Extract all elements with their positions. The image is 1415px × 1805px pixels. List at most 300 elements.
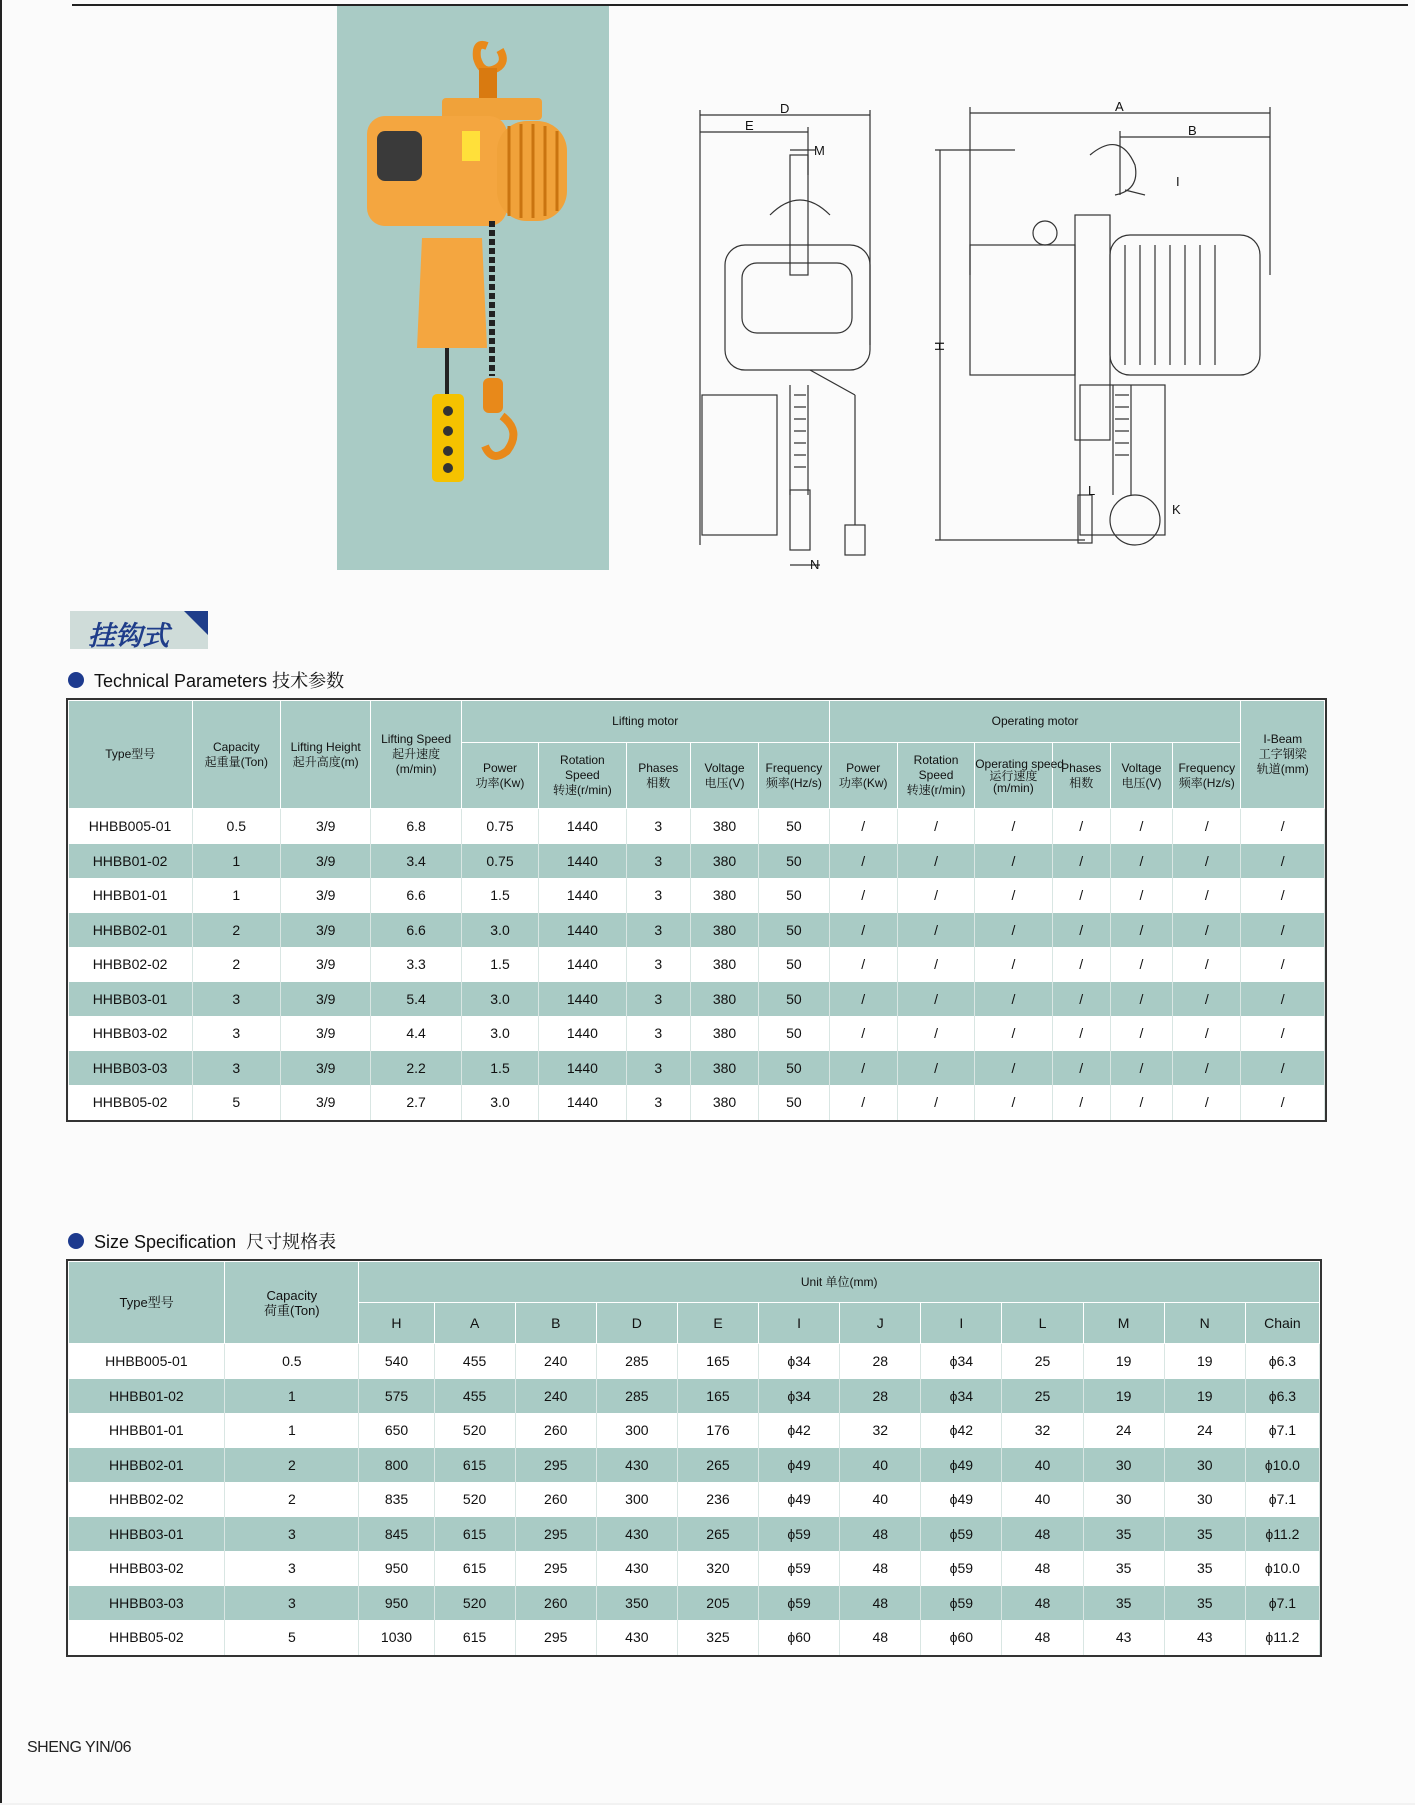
table-cell: / — [1241, 878, 1325, 913]
table-cell: 35 — [1083, 1586, 1164, 1621]
table-cell: / — [1173, 1051, 1241, 1086]
table-cell: / — [1173, 1085, 1241, 1120]
tech-heading-text: Technical Parameters 技术参数 — [94, 671, 345, 691]
table-cell: 3/9 — [280, 1051, 370, 1086]
table-cell: / — [829, 844, 897, 879]
table-cell: 165 — [677, 1344, 758, 1379]
model-cell: HHBB05-02 — [69, 1620, 225, 1655]
table-cell: 380 — [690, 809, 758, 844]
table-cell: 35 — [1164, 1517, 1245, 1552]
table-cell: 520 — [434, 1413, 515, 1448]
table-cell: / — [1241, 913, 1325, 948]
table-cell: 1440 — [539, 1016, 626, 1051]
table-row — [69, 1016, 1325, 1051]
table-cell: 3/9 — [280, 982, 370, 1017]
table-cell: 5.4 — [371, 982, 461, 1017]
table-cell: 240 — [515, 1379, 596, 1414]
front-view-diagram — [690, 95, 900, 575]
table-row — [69, 1051, 1325, 1086]
table-cell: 950 — [359, 1586, 434, 1621]
table-cell: 50 — [759, 913, 829, 948]
col-capacity: Capacity 起重量(Ton) — [192, 701, 280, 809]
table-cell: / — [975, 982, 1052, 1017]
size-col-header: I — [759, 1303, 840, 1344]
size-col-header: N — [1164, 1303, 1245, 1344]
table-cell: 380 — [690, 1085, 758, 1120]
bullet-icon — [68, 672, 84, 688]
table-row — [69, 1448, 1320, 1483]
table-cell: 3 — [626, 878, 690, 913]
size-col-header: I — [921, 1303, 1002, 1344]
table-cell: 35 — [1083, 1517, 1164, 1552]
col-lm-voltage: Voltage 电压(V) — [690, 743, 758, 809]
table-cell: / — [1241, 809, 1325, 844]
table-cell: ϕ49 — [921, 1482, 1002, 1517]
size-col-header: M — [1083, 1303, 1164, 1344]
table-row — [69, 1517, 1320, 1552]
table-cell: ϕ10.0 — [1245, 1551, 1319, 1586]
table-cell: / — [1241, 1085, 1325, 1120]
table-row — [69, 1379, 1320, 1414]
table-cell: 3 — [225, 1517, 359, 1552]
table-cell: 3/9 — [280, 913, 370, 948]
table-cell: 430 — [596, 1551, 677, 1586]
table-cell: / — [897, 1016, 974, 1051]
table-cell: 0.5 — [192, 809, 280, 844]
table-cell: 1 — [225, 1413, 359, 1448]
table-cell: ϕ7.1 — [1245, 1482, 1319, 1517]
table-cell: 380 — [690, 1016, 758, 1051]
col-lifting-height: Lifting Height 起升高度(m) — [280, 701, 370, 809]
table-row — [69, 947, 1325, 982]
table-cell: / — [1052, 1085, 1110, 1120]
table-cell: / — [1052, 1016, 1110, 1051]
col-om-power: Power 功率(Kw) — [829, 743, 897, 809]
table-cell: 575 — [359, 1379, 434, 1414]
table-cell: 3 — [192, 982, 280, 1017]
dim-label-i: I — [1176, 174, 1180, 189]
table-cell: / — [829, 947, 897, 982]
table-cell: 615 — [434, 1551, 515, 1586]
table-cell: 430 — [596, 1448, 677, 1483]
table-cell: 520 — [434, 1482, 515, 1517]
dim-label-n: N — [810, 557, 820, 572]
table-cell: 3.0 — [461, 913, 538, 948]
table-cell: ϕ59 — [921, 1517, 1002, 1552]
table-cell: 380 — [690, 947, 758, 982]
table-row — [69, 913, 1325, 948]
group-operating-motor: Operating motor — [829, 701, 1241, 743]
dim-label-a: A — [1115, 99, 1124, 114]
size-specification-body — [69, 1344, 1320, 1655]
model-cell: HHBB03-02 — [69, 1551, 225, 1586]
table-cell: 25 — [1002, 1379, 1083, 1414]
table-cell: 2.7 — [371, 1085, 461, 1120]
table-cell: / — [975, 913, 1052, 948]
table-cell: / — [829, 913, 897, 948]
table-cell: / — [1110, 1085, 1172, 1120]
table-cell: / — [1110, 844, 1172, 879]
table-cell: 30 — [1083, 1448, 1164, 1483]
table-cell: 3/9 — [280, 809, 370, 844]
table-cell: 48 — [840, 1586, 921, 1621]
model-cell: HHBB02-02 — [69, 947, 193, 982]
model-cell: HHBB01-02 — [69, 1379, 225, 1414]
table-cell: 430 — [596, 1620, 677, 1655]
table-row — [69, 1551, 1320, 1586]
table-cell: 835 — [359, 1482, 434, 1517]
table-cell: 3.3 — [371, 947, 461, 982]
table-cell: ϕ42 — [921, 1413, 1002, 1448]
table-cell: 540 — [359, 1344, 434, 1379]
table-cell: 3.0 — [461, 1085, 538, 1120]
col-type: Type型号 — [69, 701, 193, 809]
table-cell: 176 — [677, 1413, 758, 1448]
table-cell: / — [975, 1085, 1052, 1120]
table-cell: 6.6 — [371, 878, 461, 913]
table-cell: ϕ34 — [759, 1344, 840, 1379]
table-cell: 0.75 — [461, 844, 538, 879]
table-cell: 3 — [626, 982, 690, 1017]
table-cell: / — [1052, 982, 1110, 1017]
table-cell: 320 — [677, 1551, 758, 1586]
table-cell: 25 — [1002, 1344, 1083, 1379]
model-cell: HHBB03-02 — [69, 1016, 193, 1051]
table-cell: 295 — [515, 1551, 596, 1586]
table-cell: ϕ59 — [759, 1517, 840, 1552]
table-cell: ϕ6.3 — [1245, 1379, 1319, 1414]
table-cell: 265 — [677, 1517, 758, 1552]
table-cell: 1440 — [539, 1051, 626, 1086]
table-cell: 50 — [759, 982, 829, 1017]
table-row — [69, 809, 1325, 844]
table-cell: 265 — [677, 1448, 758, 1483]
table-cell: 48 — [1002, 1551, 1083, 1586]
table-cell: 1440 — [539, 844, 626, 879]
model-cell: HHBB02-02 — [69, 1482, 225, 1517]
col-om-voltage: Voltage 电压(V) — [1110, 743, 1172, 809]
table-cell: 1440 — [539, 1085, 626, 1120]
table-cell: 845 — [359, 1517, 434, 1552]
table-cell: 380 — [690, 1051, 758, 1086]
table-cell: / — [897, 913, 974, 948]
table-cell: 19 — [1083, 1379, 1164, 1414]
table-cell: 19 — [1083, 1344, 1164, 1379]
table-cell: 6.8 — [371, 809, 461, 844]
table-cell: 50 — [759, 1051, 829, 1086]
table-cell: 24 — [1083, 1413, 1164, 1448]
size-col-header: D — [596, 1303, 677, 1344]
model-cell: HHBB03-01 — [69, 1517, 225, 1552]
table-cell: 50 — [759, 809, 829, 844]
table-cell: 0.5 — [225, 1344, 359, 1379]
table-cell: 615 — [434, 1448, 515, 1483]
table-cell: ϕ34 — [759, 1379, 840, 1414]
table-cell: 3 — [626, 913, 690, 948]
table-row — [69, 844, 1325, 879]
table-cell: ϕ34 — [921, 1379, 1002, 1414]
col-lm-power: Power 功率(Kw) — [461, 743, 538, 809]
dim-label-b: B — [1188, 123, 1197, 138]
table-cell: 1.5 — [461, 1051, 538, 1086]
table-cell: 3.0 — [461, 982, 538, 1017]
table-cell: 3 — [192, 1016, 280, 1051]
col-ibeam: I-Beam 工字钢梁 轨道(mm) — [1241, 701, 1325, 809]
size-specification-table — [68, 1261, 1320, 1655]
dim-label-h: H — [932, 341, 947, 351]
section-tag — [70, 611, 208, 652]
dim-label-e: E — [745, 118, 754, 133]
table-cell: / — [975, 1051, 1052, 1086]
table-cell: / — [1173, 947, 1241, 982]
table-cell: 30 — [1164, 1482, 1245, 1517]
table-cell: / — [1052, 809, 1110, 844]
technical-parameters-body — [69, 809, 1325, 1120]
table-cell: / — [1052, 913, 1110, 948]
table-cell: 615 — [434, 1517, 515, 1552]
table-cell: ϕ59 — [921, 1586, 1002, 1621]
table-cell: 1 — [192, 844, 280, 879]
table-cell: 35 — [1083, 1551, 1164, 1586]
table-cell: 48 — [840, 1517, 921, 1552]
product-photo — [337, 6, 609, 570]
table-cell: 43 — [1083, 1620, 1164, 1655]
table-cell: 950 — [359, 1551, 434, 1586]
table-cell: / — [1110, 982, 1172, 1017]
table-cell: / — [829, 878, 897, 913]
table-cell: 3/9 — [280, 878, 370, 913]
table-cell: 3 — [225, 1586, 359, 1621]
table-cell: 24 — [1164, 1413, 1245, 1448]
size-col-header: B — [515, 1303, 596, 1344]
table-cell: 50 — [759, 1085, 829, 1120]
table-cell: 40 — [840, 1482, 921, 1517]
table-cell: 5 — [225, 1620, 359, 1655]
model-cell: HHBB05-02 — [69, 1085, 193, 1120]
model-cell: HHBB02-01 — [69, 913, 193, 948]
table-cell: ϕ7.1 — [1245, 1586, 1319, 1621]
table-cell: ϕ49 — [759, 1482, 840, 1517]
table-cell: 520 — [434, 1586, 515, 1621]
model-cell: HHBB01-02 — [69, 844, 193, 879]
table-cell: 3 — [192, 1051, 280, 1086]
table-cell: / — [1052, 1051, 1110, 1086]
table-cell: 1030 — [359, 1620, 434, 1655]
table-cell: 1440 — [539, 947, 626, 982]
table-cell: 48 — [840, 1620, 921, 1655]
model-cell: HHBB02-01 — [69, 1448, 225, 1483]
table-cell: / — [897, 1051, 974, 1086]
table-row — [69, 1482, 1320, 1517]
table-cell: 40 — [1002, 1482, 1083, 1517]
table-row — [69, 982, 1325, 1017]
table-cell: / — [897, 947, 974, 982]
table-cell: 2.2 — [371, 1051, 461, 1086]
table-cell: / — [1173, 844, 1241, 879]
table-cell: ϕ60 — [921, 1620, 1002, 1655]
table-cell: / — [1110, 809, 1172, 844]
table-row — [69, 1586, 1320, 1621]
table-cell: / — [829, 1016, 897, 1051]
table-cell: 800 — [359, 1448, 434, 1483]
table-cell: / — [829, 1085, 897, 1120]
table-cell: 50 — [759, 844, 829, 879]
table-cell: 260 — [515, 1482, 596, 1517]
table-cell: 28 — [840, 1344, 921, 1379]
size-heading — [68, 1228, 336, 1254]
table-cell: / — [1110, 878, 1172, 913]
table-cell: / — [897, 1085, 974, 1120]
table-cell: 455 — [434, 1379, 515, 1414]
table-cell: 4.4 — [371, 1016, 461, 1051]
dim-label-l: L — [1088, 483, 1096, 498]
table-cell: 3 — [626, 1016, 690, 1051]
dim-label-k: K — [1172, 502, 1181, 517]
table-cell: 30 — [1164, 1448, 1245, 1483]
table-cell: 300 — [596, 1413, 677, 1448]
table-row — [69, 1344, 1320, 1379]
table-cell: / — [1110, 913, 1172, 948]
table-cell: 1 — [225, 1379, 359, 1414]
table-row — [69, 1413, 1320, 1448]
table-cell: ϕ60 — [759, 1620, 840, 1655]
table-cell: 28 — [840, 1379, 921, 1414]
table-cell: / — [975, 1016, 1052, 1051]
table-cell: 3/9 — [280, 844, 370, 879]
table-cell: / — [1110, 947, 1172, 982]
table-cell: / — [1173, 913, 1241, 948]
table-cell: 35 — [1164, 1551, 1245, 1586]
table-cell: / — [1173, 809, 1241, 844]
table-cell: 48 — [1002, 1620, 1083, 1655]
table-cell: 50 — [759, 878, 829, 913]
table-cell: ϕ49 — [921, 1448, 1002, 1483]
size-col-header: A — [434, 1303, 515, 1344]
table-cell: 430 — [596, 1517, 677, 1552]
table-cell: / — [1241, 982, 1325, 1017]
table-cell: / — [897, 878, 974, 913]
table-cell: / — [897, 809, 974, 844]
bullet-icon — [68, 1233, 84, 1249]
table-cell: 6.6 — [371, 913, 461, 948]
table-cell: / — [897, 982, 974, 1017]
col-lifting-speed: Lifting Speed 起升速度 (m/min) — [371, 701, 461, 809]
dim-label-m: M — [814, 143, 825, 158]
section-tag-text: 挂钩式 — [88, 621, 169, 652]
table-cell: ϕ59 — [759, 1551, 840, 1586]
col-om-phases: Phases 相数 — [1052, 743, 1110, 809]
table-cell: 2 — [225, 1448, 359, 1483]
table-cell: / — [1052, 878, 1110, 913]
table-cell: ϕ59 — [921, 1551, 1002, 1586]
table-cell: 3/9 — [280, 1016, 370, 1051]
table-cell: ϕ34 — [921, 1344, 1002, 1379]
table-cell: 3 — [626, 947, 690, 982]
table-cell: 165 — [677, 1379, 758, 1414]
table-cell: / — [829, 982, 897, 1017]
table-cell: 32 — [840, 1413, 921, 1448]
table-cell: ϕ11.2 — [1245, 1620, 1319, 1655]
model-cell: HHBB005-01 — [69, 1344, 225, 1379]
table-cell: / — [897, 844, 974, 879]
table-cell: 1.5 — [461, 947, 538, 982]
model-cell: HHBB01-01 — [69, 1413, 225, 1448]
table-cell: / — [1173, 1016, 1241, 1051]
table-cell: 380 — [690, 982, 758, 1017]
table-cell: 1.5 — [461, 878, 538, 913]
table-cell: 295 — [515, 1517, 596, 1552]
table-cell: / — [1241, 844, 1325, 879]
table-cell: 1440 — [539, 982, 626, 1017]
table-cell: 0.75 — [461, 809, 538, 844]
table-cell: / — [829, 1051, 897, 1086]
table-cell: 3.4 — [371, 844, 461, 879]
table-cell: 48 — [1002, 1517, 1083, 1552]
col-om-rotation: Rotation Speed 转速(r/min) — [897, 743, 974, 809]
table-cell: 2 — [192, 913, 280, 948]
section-tag-corner — [184, 611, 208, 635]
table-cell: 19 — [1164, 1344, 1245, 1379]
table-cell: ϕ7.1 — [1245, 1413, 1319, 1448]
table-cell: / — [1052, 947, 1110, 982]
table-cell: 19 — [1164, 1379, 1245, 1414]
table-cell: 455 — [434, 1344, 515, 1379]
table-cell: 240 — [515, 1344, 596, 1379]
technical-parameters-table — [68, 700, 1325, 1120]
table-cell: 260 — [515, 1413, 596, 1448]
table-row — [69, 1085, 1325, 1120]
table-cell: 615 — [434, 1620, 515, 1655]
table-cell: 3.0 — [461, 1016, 538, 1051]
table-cell: 295 — [515, 1620, 596, 1655]
model-cell: HHBB03-01 — [69, 982, 193, 1017]
size-unit-header: Unit 单位(mm) — [359, 1262, 1320, 1303]
size-col-header: Chain — [1245, 1303, 1319, 1344]
table-cell: ϕ10.0 — [1245, 1448, 1319, 1483]
table-cell: 48 — [1002, 1586, 1083, 1621]
table-cell: / — [1241, 1016, 1325, 1051]
table-cell: 3 — [626, 1051, 690, 1086]
hoist-illustration — [337, 6, 609, 570]
table-cell: 3 — [225, 1551, 359, 1586]
table-cell: 3 — [626, 809, 690, 844]
page-footer: SHENG YIN/06 — [27, 1739, 131, 1756]
side-view-diagram — [932, 95, 1275, 575]
table-cell: 380 — [690, 844, 758, 879]
table-cell: 3/9 — [280, 1085, 370, 1120]
table-cell: / — [1052, 844, 1110, 879]
table-cell: 3/9 — [280, 947, 370, 982]
table-cell: / — [1173, 982, 1241, 1017]
table-cell: / — [1173, 878, 1241, 913]
table-cell: 650 — [359, 1413, 434, 1448]
col-om-speed: Operating speed 运行速度 (m/min) — [975, 743, 1052, 809]
table-cell: 325 — [677, 1620, 758, 1655]
table-cell: ϕ42 — [759, 1413, 840, 1448]
col-lm-phases: Phases 相数 — [626, 743, 690, 809]
table-cell: 50 — [759, 947, 829, 982]
model-cell: HHBB01-01 — [69, 878, 193, 913]
col-om-frequency: Frequency 频率(Hz/s) — [1173, 743, 1241, 809]
table-cell: 43 — [1164, 1620, 1245, 1655]
size-col-type: Type型号 — [69, 1262, 225, 1344]
table-cell: 1440 — [539, 878, 626, 913]
table-cell: 48 — [840, 1551, 921, 1586]
model-cell: HHBB005-01 — [69, 809, 193, 844]
table-cell: 295 — [515, 1448, 596, 1483]
model-cell: HHBB03-03 — [69, 1586, 225, 1621]
size-col-header: E — [677, 1303, 758, 1344]
